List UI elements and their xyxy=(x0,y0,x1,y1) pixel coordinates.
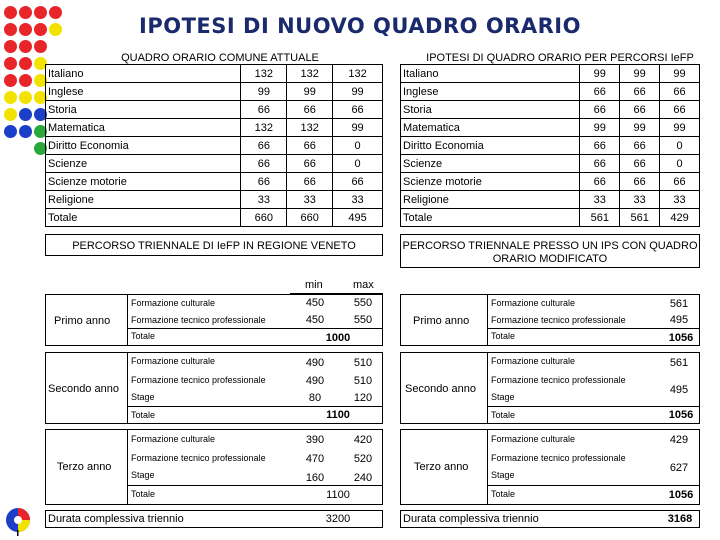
divider xyxy=(127,485,383,486)
tech-max: 550 xyxy=(353,314,373,326)
hours-cell: 66 xyxy=(580,137,620,155)
hours-cell: 99 xyxy=(620,119,660,137)
right-hours-table xyxy=(400,64,700,227)
stage-min: 80 xyxy=(308,392,322,404)
table-row xyxy=(46,209,383,227)
table-row xyxy=(401,65,700,83)
tech-label: Formazione tecnico professionale xyxy=(131,453,266,463)
decor-dot xyxy=(19,108,32,121)
divider xyxy=(127,352,128,424)
duration-label: Durata complessiva triennio xyxy=(403,513,539,525)
stage-label: Stage xyxy=(491,470,515,480)
decor-dot xyxy=(34,40,47,53)
total-label: Totale xyxy=(131,331,156,341)
table-row xyxy=(401,83,700,101)
cult-label: Formazione culturale xyxy=(491,356,576,366)
tech-label: Formazione tecnico professionale xyxy=(491,315,626,325)
hours-cell: 66 xyxy=(620,155,660,173)
hours-cell: 99 xyxy=(620,65,660,83)
decor-dot xyxy=(19,91,32,104)
hours-cell: 33 xyxy=(241,191,287,209)
duration-value: 3168 xyxy=(667,513,693,525)
left-hours-table xyxy=(45,64,383,227)
hours-cell: 66 xyxy=(241,155,287,173)
year-label: Terzo anno xyxy=(414,461,469,473)
left-lower-header: PERCORSO TRIENNALE DI IeFP IN REGIONE VENETO xyxy=(72,240,356,252)
page-title: IPOTESI DI NUOVO QUADRO ORARIO xyxy=(139,14,581,38)
subject-cell: Scienze motorie xyxy=(401,173,580,191)
cult-min: 390 xyxy=(305,434,325,446)
hours-cell: 99 xyxy=(660,65,700,83)
table-row xyxy=(401,137,700,155)
stage-label: Stage xyxy=(131,470,155,480)
stage-min: 160 xyxy=(305,472,325,484)
hours-cell: 66 xyxy=(241,173,287,191)
subject-cell: Italiano xyxy=(46,65,241,83)
table-row xyxy=(401,119,700,137)
hours-cell: 132 xyxy=(333,65,383,83)
hours-cell: 66 xyxy=(287,173,333,191)
stage-max: 120 xyxy=(353,392,373,404)
logo-icon xyxy=(4,506,32,536)
hours-cell: 99 xyxy=(660,119,700,137)
table-row xyxy=(46,191,383,209)
subject-cell: Inglese xyxy=(401,83,580,101)
cult-max: 510 xyxy=(353,357,373,369)
hours-cell: 132 xyxy=(241,65,287,83)
tech-value: 495 xyxy=(669,384,689,396)
divider xyxy=(127,294,128,346)
total-label: Totale xyxy=(131,410,156,420)
hours-cell: 66 xyxy=(333,101,383,119)
hours-cell: 99 xyxy=(241,83,287,101)
max-header: max xyxy=(353,279,374,291)
year-label: Secondo anno xyxy=(48,383,119,395)
tech-value: 495 xyxy=(669,314,689,326)
table-row xyxy=(46,173,383,191)
hours-cell: 99 xyxy=(333,119,383,137)
hours-cell: 660 xyxy=(287,209,333,227)
subject-cell: Scienze motorie xyxy=(46,173,241,191)
hours-cell: 561 xyxy=(620,209,660,227)
hours-cell: 66 xyxy=(580,83,620,101)
table-row xyxy=(401,173,700,191)
table-row xyxy=(401,209,700,227)
hours-cell: 0 xyxy=(660,155,700,173)
cult-value: 561 xyxy=(669,298,689,310)
subject-cell: Diritto Economia xyxy=(46,137,241,155)
right-lower-header: PERCORSO TRIENNALE PRESSO UN IPS CON QUADRO ORARIO MODIFICATO xyxy=(402,240,698,265)
total-value: 1056 xyxy=(668,409,694,421)
tech-label: Formazione tecnico professionale xyxy=(131,315,266,325)
table-row xyxy=(46,101,383,119)
total-label: Totale xyxy=(491,331,516,341)
hours-cell: 33 xyxy=(660,191,700,209)
table-row xyxy=(401,191,700,209)
tech-max: 510 xyxy=(353,375,373,387)
hours-cell: 66 xyxy=(241,137,287,155)
cult-min: 450 xyxy=(305,297,325,309)
table-row xyxy=(401,101,700,119)
total-value: 1056 xyxy=(668,489,694,501)
cult-label: Formazione culturale xyxy=(131,434,216,444)
tech-max: 520 xyxy=(353,453,373,465)
hours-cell: 0 xyxy=(333,137,383,155)
hours-cell: 99 xyxy=(580,119,620,137)
decor-dot xyxy=(19,40,32,53)
decor-dot xyxy=(4,125,17,138)
hours-cell: 66 xyxy=(660,101,700,119)
total-label: Totale xyxy=(491,489,516,499)
decor-dot xyxy=(19,125,32,138)
decor-dot xyxy=(4,40,17,53)
left-table-header: QUADRO ORARIO COMUNE ATTUALE xyxy=(121,52,319,64)
cult-max: 550 xyxy=(353,297,373,309)
decor-dot xyxy=(4,91,17,104)
hours-cell: 99 xyxy=(287,83,333,101)
total-value: 1056 xyxy=(668,332,694,344)
tech-label: Formazione tecnico professionale xyxy=(491,453,626,463)
stage-label: Stage xyxy=(491,392,515,402)
decor-dot xyxy=(4,57,17,70)
hours-cell: 132 xyxy=(287,65,333,83)
tech-value: 627 xyxy=(669,462,689,474)
duration-value: 3200 xyxy=(325,513,351,525)
hours-cell: 66 xyxy=(287,137,333,155)
stage-max: 240 xyxy=(353,472,373,484)
hours-cell: 66 xyxy=(620,173,660,191)
total-label: Totale xyxy=(491,410,516,420)
divider xyxy=(487,429,488,505)
cult-label: Formazione culturale xyxy=(131,356,216,366)
subject-cell: Totale xyxy=(401,209,580,227)
hours-cell: 0 xyxy=(333,155,383,173)
subject-cell: Storia xyxy=(46,101,241,119)
hours-cell: 132 xyxy=(287,119,333,137)
subject-cell: Religione xyxy=(46,191,241,209)
hours-cell: 66 xyxy=(580,101,620,119)
min-header: min xyxy=(305,279,323,291)
hours-cell: 33 xyxy=(580,191,620,209)
cult-max: 420 xyxy=(353,434,373,446)
year-label: Primo anno xyxy=(413,315,470,327)
year-label: Terzo anno xyxy=(57,461,112,473)
subject-cell: Matematica xyxy=(46,119,241,137)
hours-cell: 66 xyxy=(660,173,700,191)
tech-min: 450 xyxy=(305,314,325,326)
hours-cell: 660 xyxy=(241,209,287,227)
total-value: 1000 xyxy=(325,332,351,344)
hours-cell: 33 xyxy=(333,191,383,209)
decor-dot xyxy=(19,74,32,87)
table-row xyxy=(46,119,383,137)
subject-cell: Religione xyxy=(401,191,580,209)
tech-label: Formazione tecnico professionale xyxy=(491,375,626,385)
cult-label: Formazione culturale xyxy=(131,298,216,308)
hours-cell: 561 xyxy=(580,209,620,227)
table-row xyxy=(401,155,700,173)
decor-dot xyxy=(4,74,17,87)
total-value: 1100 xyxy=(326,489,350,501)
total-value: 1100 xyxy=(326,409,350,421)
hours-cell: 66 xyxy=(333,173,383,191)
decor-dot xyxy=(4,108,17,121)
hours-cell: 66 xyxy=(580,173,620,191)
subject-cell: Italiano xyxy=(401,65,580,83)
total-label: Totale xyxy=(131,489,156,499)
divider xyxy=(127,406,383,407)
hours-cell: 66 xyxy=(620,137,660,155)
divider xyxy=(487,406,700,407)
decor-dot xyxy=(19,57,32,70)
subject-cell: Storia xyxy=(401,101,580,119)
hours-cell: 495 xyxy=(333,209,383,227)
hours-cell: 66 xyxy=(241,101,287,119)
cult-min: 490 xyxy=(305,357,325,369)
year-label: Secondo anno xyxy=(405,383,476,395)
hours-cell: 33 xyxy=(620,191,660,209)
table-row xyxy=(46,137,383,155)
subject-cell: Inglese xyxy=(46,83,241,101)
cult-label: Formazione culturale xyxy=(491,298,576,308)
cult-value: 561 xyxy=(669,357,689,369)
hours-cell: 99 xyxy=(333,83,383,101)
year-label: Primo anno xyxy=(54,315,111,327)
stage-label: Stage xyxy=(131,392,155,402)
hours-cell: 66 xyxy=(660,83,700,101)
duration-label: Durata complessiva triennio xyxy=(48,513,184,525)
hours-cell: 33 xyxy=(287,191,333,209)
divider xyxy=(127,328,383,329)
hours-cell: 132 xyxy=(241,119,287,137)
subject-cell: Scienze xyxy=(46,155,241,173)
hours-cell: 99 xyxy=(580,65,620,83)
table-row xyxy=(46,155,383,173)
subject-cell: Diritto Economia xyxy=(401,137,580,155)
table-row xyxy=(46,83,383,101)
hours-cell: 0 xyxy=(660,137,700,155)
divider xyxy=(487,328,700,329)
cult-value: 429 xyxy=(669,434,689,446)
hours-cell: 66 xyxy=(287,155,333,173)
divider xyxy=(127,429,128,505)
subject-cell: Scienze xyxy=(401,155,580,173)
right-table-header: IPOTESI DI QUADRO ORARIO PER PERCORSI IeFP xyxy=(426,52,694,64)
subject-cell: Totale xyxy=(46,209,241,227)
hours-cell: 66 xyxy=(620,101,660,119)
hours-cell: 429 xyxy=(660,209,700,227)
divider xyxy=(487,294,488,346)
divider xyxy=(487,352,488,424)
hours-cell: 66 xyxy=(580,155,620,173)
table-row xyxy=(46,65,383,83)
cult-label: Formazione culturale xyxy=(491,434,576,444)
tech-min: 490 xyxy=(305,375,325,387)
subject-cell: Matematica xyxy=(401,119,580,137)
tech-label: Formazione tecnico professionale xyxy=(131,375,266,385)
hours-cell: 66 xyxy=(620,83,660,101)
divider xyxy=(487,485,700,486)
tech-min: 470 xyxy=(305,453,325,465)
hours-cell: 66 xyxy=(287,101,333,119)
